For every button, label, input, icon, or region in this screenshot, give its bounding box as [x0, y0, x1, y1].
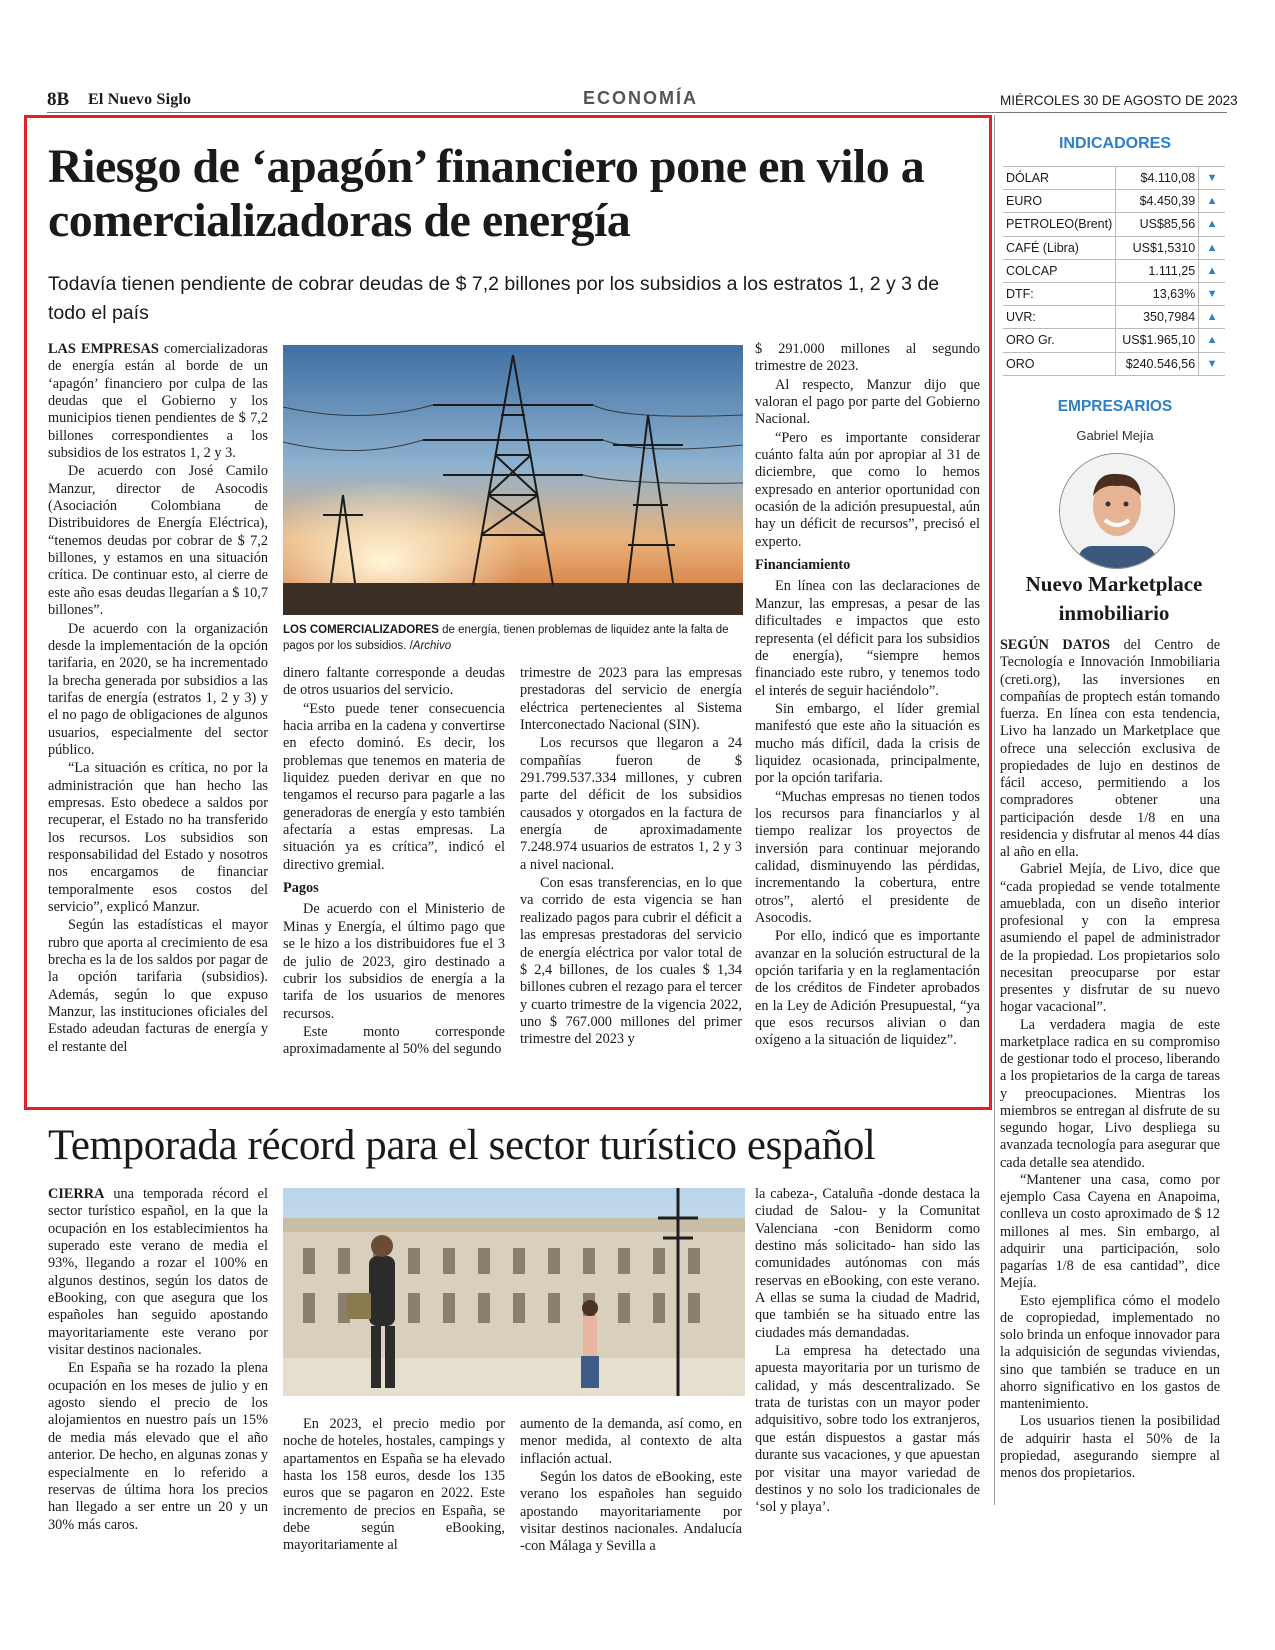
article2-column-1	[48, 1186, 268, 1535]
indicator-value: 13,63%	[1116, 282, 1199, 305]
indicator-name: DÓLAR	[1003, 167, 1116, 190]
paragraph: Según los datos de eBooking, este verano los españoles han seguido apostando mayoritariamente por visitar destinos nacionales. Andalucía -con Málaga y Sevilla a	[520, 1469, 742, 1555]
paragraph: del Centro de Tecnología e Innovación Inmobiliaria (creti.org), las inversiones en compañías de proptech están tomando fuerza. En línea con esta tendencia, Livo ha lanzado un Marketplace que ofrece una selección exclusiva de propiedades de lujo en destinos de fácil acceso, permitiendo a los compradores obtener una participación desde 1/8 en una residencia y disfrutar al menos 44 días al año en ella.	[1000, 637, 1221, 860]
indicator-row	[1003, 167, 1225, 190]
arrow-up-icon: ▲	[1199, 329, 1225, 352]
arrow-up-icon: ▲	[1199, 190, 1225, 213]
section-name: ECONOMÍA	[583, 88, 698, 108]
indicator-value: US$1.965,10	[1116, 329, 1199, 352]
paragraph: trimestre de 2023 para las empresas prestadoras del servicio de energía eléctrica pertenecientes al Sistema Interconectado Nacional (SIN).	[520, 665, 742, 734]
indicator-value: US$1,5310	[1116, 236, 1199, 259]
paragraph: La empresa ha detectado una apuesta mayoritaria por un turismo de calidad, y más descentralizado. Se trata de turistas con un mayor poder adquisitivo, sobre todo los extranjeros, que están dispuestos a gastar más durante sus vacaciones, y que apuestan por visitar una mayor variedad de destinos y no solo los tradicionales de ‘sol y playa’.	[755, 1343, 980, 1516]
paragraph: En línea con las declaraciones de Manzur, las empresas, a pesar de las dificultades e impactos que esto representa (el déficit para los subsidios de energía), “siempre hemos financiado este rubro, y tenemos todo el interés de seguir haciéndolo”.	[755, 578, 980, 699]
article1-column-3	[520, 665, 742, 1050]
arrow-up-icon: ▲	[1199, 259, 1225, 282]
paragraph: Por ello, indicó que es importante avanzar en la solución estructural de la opción tarifaria y en la reglamentación de los créditos de Findeter aprobados en la Ley de Adición Presupuestal, “ya que esos recursos alivian o dan oxígeno a la situación de liquidez”.	[755, 928, 980, 1049]
indicator-row	[1003, 352, 1225, 375]
indicator-row	[1003, 259, 1225, 282]
indicator-name: DTF:	[1003, 282, 1116, 305]
article2-headline: Temporada récord para el sector turístico español	[48, 1122, 876, 1169]
paragraph: Esto ejemplifica cómo el modelo de copropiedad, implementado no solo brinda un enfoque innovador para la adquisición de segundas viviendas, sino que también se traduce en un ahorro significativo en los gastos de mantenimiento.	[1000, 1292, 1220, 1412]
paragraph: “Esto puede tener consecuencia hacia arriba en la cadena y convertirse en efecto dominó. Es decir, los problemas que tenemos en materia de liquidez pueden derivar en que no tengamos el recurso para pagarle a las generadoras de energía y esto también afectaría a estas empresas. La situación ya es crítica”, indicó el directivo gremial.	[283, 700, 505, 873]
indicator-name: ORO	[1003, 352, 1116, 375]
indicator-value: $240.546,56	[1116, 352, 1199, 375]
indicator-row	[1003, 236, 1225, 259]
arrow-up-icon: ▲	[1199, 236, 1225, 259]
indicator-name: COLCAP	[1003, 259, 1116, 282]
paragraph: Con esas transferencias, en lo que va corrido de esta vigencia se han realizado pagos para cubrir el déficit a las empresas prestadoras del servicio de energía eléctrica por valor total de $ 2,4 billones, de los cuales $ 1,34 billones cubren el rezago para el tercer y cuarto trimestre de la vigencia 2022, uno $ 767.000 millones del primer trimestre del 2023 y	[520, 875, 742, 1048]
arrow-down-icon: ▼	[1199, 282, 1225, 305]
article1-column-1	[48, 341, 268, 1057]
indicator-name: UVR:	[1003, 306, 1116, 329]
paragraph: “La situación es crítica, no por la administración que han hecho las empresas. Esto obedece a saldos por recuperar, el Estado no ha transferido los recursos. Los subsidios son responsabilidad del Estado y nosotros nos encargamos de financiar temporalmente esos costos del servicio”, explicó Manzur.	[48, 760, 268, 915]
paragraph: En España se ha rozado la plena ocupación en los meses de julio y en agosto siendo el precio de los alojamientos en nuestro país un 15% de media más elevado que el año anterior. De hecho, en algunas zonas y especialmente en lo referido a reservas de última hora los precios han llegado a ser entre un 20 y un 30% más caros.	[48, 1360, 268, 1533]
indicator-row	[1003, 213, 1225, 236]
paragraph: Los usuarios tienen la posibilidad de adquirir hasta el 50% de la propiedad, asegurando siempre al menos dos propietarios.	[1000, 1413, 1220, 1481]
lead-word: CIERRA	[48, 1186, 105, 1202]
paragraph: Gabriel Mejía, de Livo, dice que “cada propiedad se vende totalmente amueblada, con un diseño interior profesional y con la empresa asumiendo el papel de administrador de la propiedad. Los propietarios solo necesitan preocuparse por estar presentes y disfrutar de su nuevo hogar vacacional”.	[1000, 861, 1220, 1016]
paragraph: Según las estadísticas el mayor rubro que aporta al crecimiento de esa brecha es la de los saldos por pagar de la opción tarifaria (subsidios). Además, según lo que expuso Manzur, las instituciones oficiales del Estado adeudan facturas de energía y el restante del	[48, 917, 268, 1055]
article1-column-2	[283, 665, 505, 1060]
paragraph: Sin embargo, el líder gremial manifestó que este año la situación es mucho más difícil, dada la crisis de liquidez ocasionada, principalmente, por la opción tarifaria.	[755, 700, 980, 787]
page-number: 8B	[47, 89, 70, 110]
header-rule	[47, 112, 1227, 113]
caption-lead: LOS COMERCIALIZADORES	[283, 624, 439, 636]
arrow-up-icon: ▲	[1199, 213, 1225, 236]
lead-word: SEGÚN DATOS	[1000, 637, 1111, 653]
article1-deck: Todavía tienen pendiente de cobrar deudas de $ 7,2 billones por los subsidios a los estratos 1, 2 y 3 de todo el país	[48, 273, 940, 324]
subhead-pagos: Pagos	[283, 880, 319, 897]
indicator-value: 1.111,25	[1116, 259, 1199, 282]
arrow-up-icon: ▲	[1199, 306, 1225, 329]
indicator-row	[1003, 329, 1225, 352]
paragraph: Los recursos que llegaron a 24 compañías fueron de $ 291.799.537.334 millones, y cubren parte del déficit de los subsidios causados y otorgados en la factura de energía de aproximadamente 7.248.974 usuarios de estratos 1, 2 y 3 a nivel nacional.	[520, 735, 742, 873]
paragraph: La verdadera magia de este marketplace radica en su compromiso de gestionar todo el proceso, liberando a los propietarios de la carga de tareas y preocupaciones. Mientras los miembros se entregan al disfrute de su segundo hogar, Livo despliega su avanzada tecnología para asegurar que cada detalle sea atendido.	[1000, 1016, 1220, 1171]
power-tower-photo	[283, 345, 743, 615]
paragraph: la cabeza-, Cataluña -donde destaca la ciudad de Salou- y la Comunitat Valenciana -con Benidorm como destino más solicitado- han sido las comunidades autónomas con más reservas en eBooking, con este verano. A ellas se suma la ciudad de Madrid, que también se ha situado entre las ciudades más demandadas.	[755, 1186, 980, 1341]
royal-palace-photo	[283, 1188, 745, 1396]
indicator-row	[1003, 190, 1225, 213]
paragraph: “Pero es importante considerar cuánto falta aún por apropiar al 31 de diciembre, que como lo hemos expresado en anterior oportunidad con ocasión de la adición presupuestal, aún hay un déficit de recursos”, precisó el experto.	[755, 429, 980, 550]
article1-headline: Riesgo de ‘apagón’ financiero pone en vilo a comercializadoras de energía	[48, 140, 925, 247]
indicator-name: ORO Gr.	[1003, 329, 1116, 352]
article1-column-4	[755, 341, 980, 1051]
indicator-name: EURO	[1003, 190, 1116, 213]
empresarios-column	[1000, 637, 1220, 1482]
newspaper-name: El Nuevo Siglo	[88, 91, 192, 108]
paragraph: Al respecto, Manzur dijo que valoran el pago por parte del Gobierno Nacional.	[755, 376, 980, 428]
empresario-name: Gabriel Mejía	[1076, 428, 1154, 443]
subhead-financiamiento: Financiamiento	[755, 557, 851, 574]
indicator-value: 350,7984	[1116, 306, 1199, 329]
paragraph: De acuerdo con el Ministerio de Minas y Energía, el último pago que se le hizo a los distribuidores fue el 3 de julio de 2023, giro destinado a cubrir los subsidios de energía a la tarifa de los usuarios de menores recursos.	[283, 901, 505, 1022]
caption-text: de energía, tienen problemas de liquidez ante la falta de pagos por los subsidios. /	[283, 624, 729, 652]
indicator-row	[1003, 306, 1225, 329]
lead-word: LAS EMPRESAS	[48, 341, 159, 357]
paragraph: “Muchas empresas no tienen todos los recursos para financiarlos y al tiempo realizar los proyectos de inversión para continuar mejorando calidad, disminuyendo las pérdidas, incrementando la cobertura, entre otros”, alertó el presidente de Asocodis.	[755, 788, 980, 926]
sidebar-rule	[994, 115, 995, 1505]
arrow-down-icon: ▼	[1199, 167, 1225, 190]
photo-credit: Archivo	[412, 640, 452, 652]
article2-column-3	[520, 1416, 742, 1557]
paragraph: una temporada récord el sector turístico español, en la que la ocupación en los establecimientos ha superado este verano de media el 93%, llegando a rozar el 100% en algunos destinos, según los datos de eBooking, con que asegura que los españoles han seguido apostando mayoritariamente este verano por visitar destinos nacionales.	[48, 1186, 268, 1359]
indicator-row	[1003, 282, 1225, 305]
indicator-value: US$85,56	[1116, 213, 1199, 236]
paragraph: “Mantener una casa, como por ejemplo Casa Cayena en Anapoima, conlleva un costo aproximado de $ 12 millones al mes. Sin embargo, al adquirir una participación, solo pagarías 1/8 de esa cantidad”, dice Mejía.	[1000, 1171, 1220, 1292]
avatar	[1059, 453, 1175, 569]
paragraph: Este monto corresponde aproximadamente al 50% del segundo	[283, 1023, 505, 1058]
article1-photo-caption	[283, 622, 743, 654]
indicator-name: CAFÉ (Libra)	[1003, 236, 1116, 259]
paragraph: aumento de la demanda, así como, en menor medida, al contexto de alta inflación actual.	[520, 1416, 742, 1467]
indicator-value: $4.110,08	[1116, 167, 1199, 190]
article2-column-2	[283, 1416, 505, 1556]
paragraph: comercializadoras de energía están al borde de un ‘apagón’ financiero por culpa de las deudas que el Gobierno y los municipios tienen pendientes de $ 7,2 billones correspondientes a los subsidios de los estratos 1, 2 y 3.	[48, 341, 268, 462]
paragraph: dinero faltante corresponde a deudas de otros usuarios del servicio.	[283, 665, 505, 699]
arrow-down-icon: ▼	[1199, 352, 1225, 375]
paragraph: De acuerdo con la organización desde la implementación de la opción tarifaria, en 2020, se ha incrementado la brecha generada por subsidios a las tarifas de energía (estratos 1, 2 y 3) y el no pago de obligaciones de algunos usuarios, especialmente del sector público.	[48, 620, 268, 758]
indicators-table	[1003, 166, 1225, 376]
article2-column-4	[755, 1186, 980, 1518]
paragraph: En 2023, el precio medio por noche de hoteles, hostales, campings y apartamentos en España se ha elevado hasta los 158 euros, desde los 135 euros que se pagaron en 2022. Este incremento de precios en España, se debe según eBooking, mayoritariamente al	[283, 1416, 505, 1554]
issue-date: MIÉRCOLES 30 DE AGOSTO DE 2023	[1000, 93, 1238, 108]
empresarios-title: EMPRESARIOS	[1057, 398, 1173, 415]
indicators-title: INDICADORES	[1058, 135, 1171, 152]
indicator-value: $4.450,39	[1116, 190, 1199, 213]
paragraph: De acuerdo con José Camilo Manzur, director de Asocodis (Asociación Colombiana de Distribuidores de Energía Eléctrica), “tenemos deudas por cobrar de $ 7,2 billones, y estamos en una situación crítica. De continuar esto, al cierre de este año esas deudas llegarían a $ 10,7 billones”.	[48, 463, 268, 619]
empresarios-headline: Nuevo Marketplace inmobiliario	[1025, 572, 1203, 625]
paragraph: $ 291.000 millones al segundo trimestre de 2023.	[755, 341, 980, 375]
indicator-name: PETROLEO(Brent)	[1003, 213, 1116, 236]
